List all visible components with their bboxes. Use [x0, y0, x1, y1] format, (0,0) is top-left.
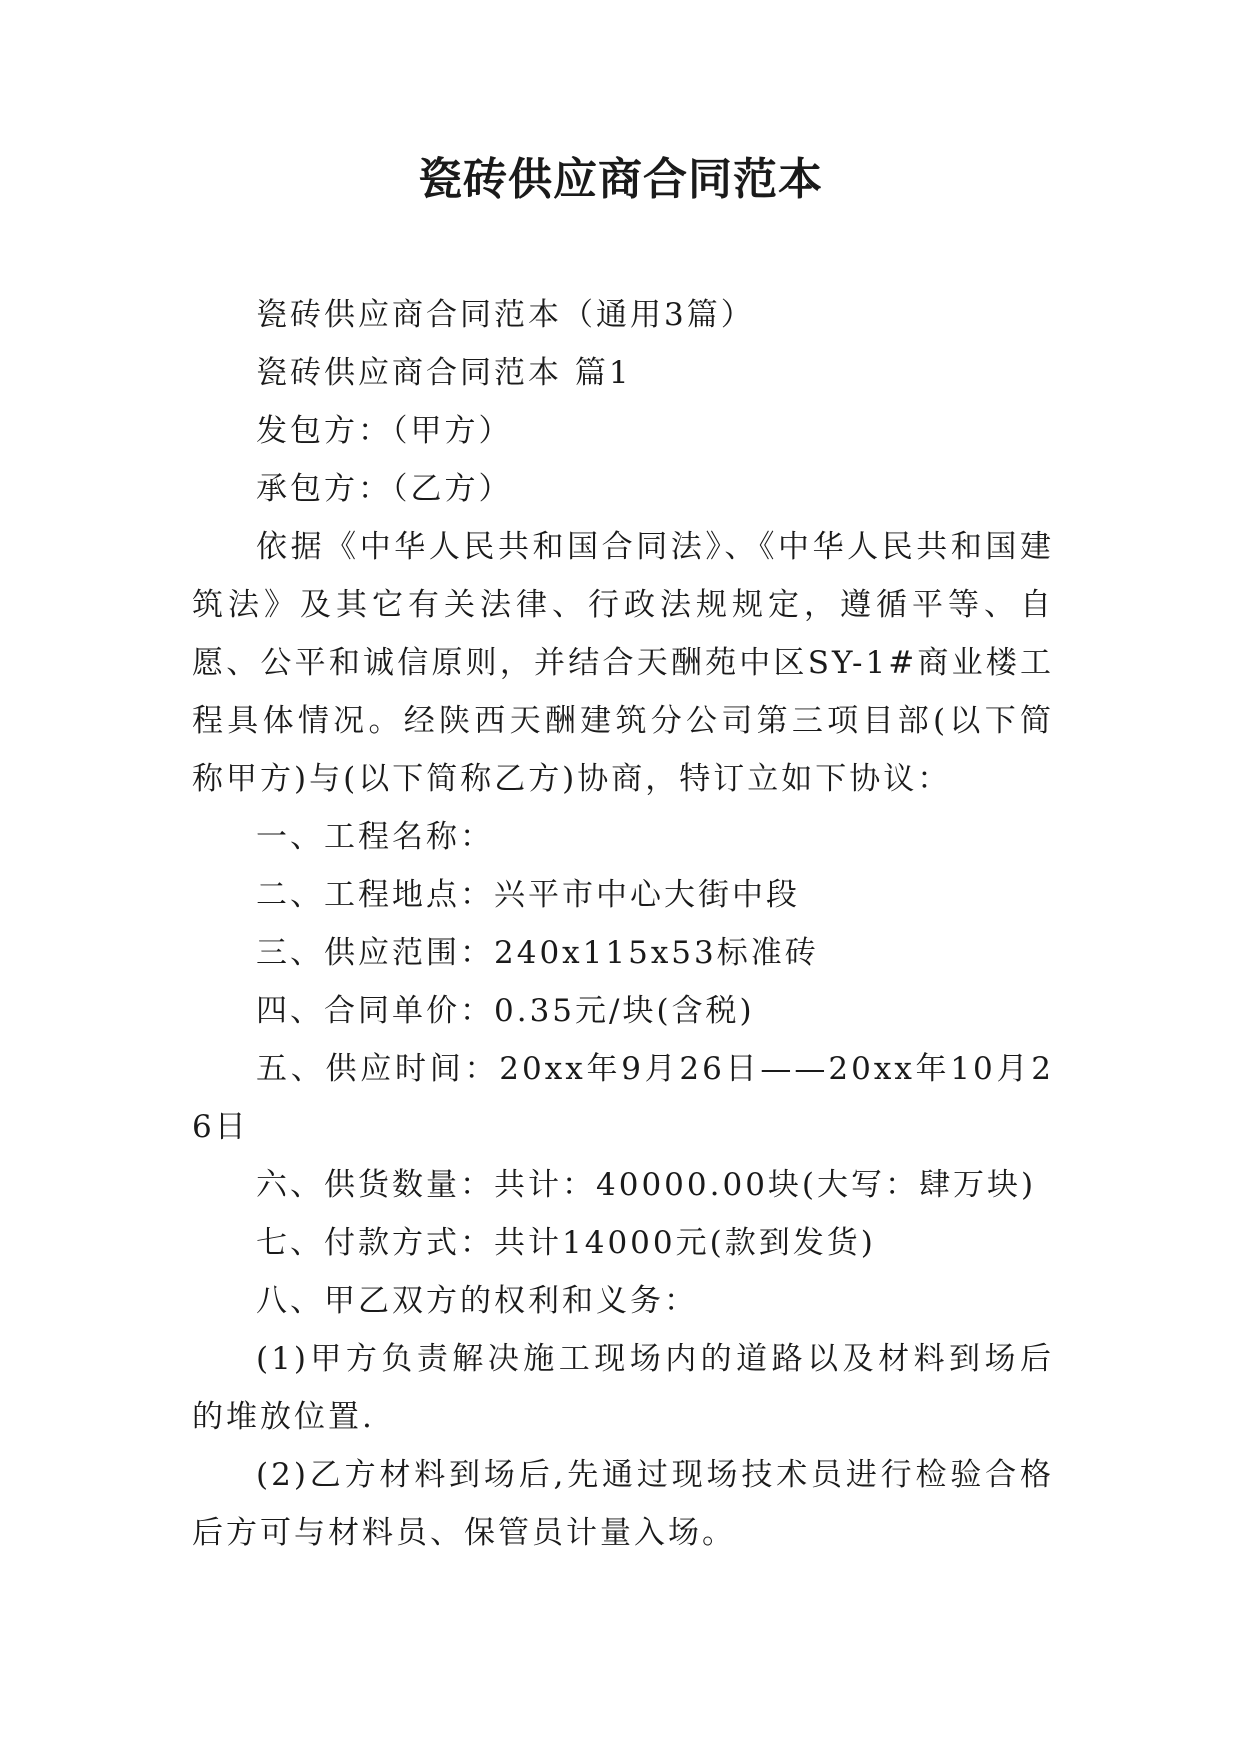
obligation-item-2: (2)乙方材料到场后,先通过现场技术员进行检验合格后方可与材料员、保管员计量入场。	[192, 1457, 1054, 1551]
clause-rights-obligations: 八、甲乙双方的权利和义务：	[256, 1283, 698, 1319]
section-heading: 瓷砖供应商合同范本 篇1	[256, 355, 632, 391]
party-a-line: 发包方：（甲方）	[256, 413, 513, 449]
clause-supply-scope: 三、供应范围：240x115x53标准砖	[256, 935, 819, 971]
clause-project-name: 一、工程名称：	[256, 819, 494, 855]
clause-quantity: 六、供货数量：共计：40000.00块(大写：肆万块)	[256, 1167, 1037, 1203]
clause-supply-period: 五、供应时间：20xx年9月26日——20xx年10月26日	[192, 1051, 1054, 1145]
document-body	[192, 286, 1054, 1562]
document-title: 瓷砖供应商合同范本	[418, 154, 823, 205]
clause-payment: 七、付款方式：共计14000元(款到发货)	[256, 1225, 876, 1261]
clause-unit-price: 四、合同单价：0.35元/块(含税)	[256, 993, 755, 1029]
party-b-line: 承包方：（乙方）	[256, 471, 513, 507]
subtitle-paragraph: 瓷砖供应商合同范本（通用3篇）	[256, 297, 755, 333]
clause-project-location: 二、工程地点：兴平市中心大街中段	[256, 877, 800, 913]
preamble-paragraph: 依据《中华人民共和国合同法》、《中华人民共和国建筑法》及其它有关法律、行政法规规定，遵循平等、自愿、公平和诚信原则，并结合天酬苑中区SY-1#商业楼工程具体情况。经陕西天酬建筑分公司第三项目部(以下简称甲方)与(以下简称乙方)协商，特订立如下协议：	[192, 529, 1054, 797]
obligation-item-1: (1)甲方负责解决施工现场内的道路以及材料到场后的堆放位置.	[192, 1341, 1054, 1435]
